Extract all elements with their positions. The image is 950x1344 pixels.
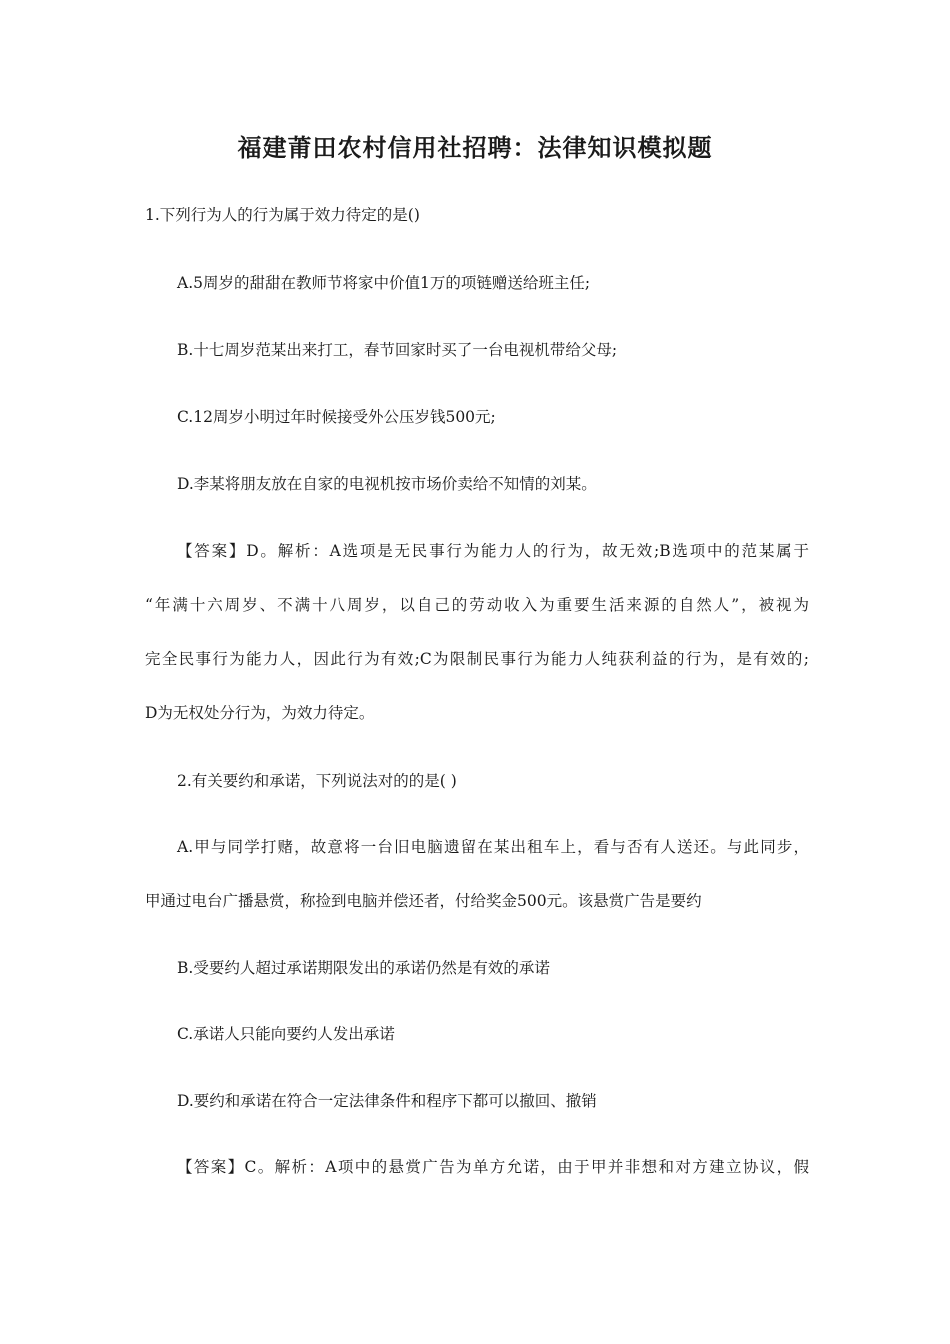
question-2-option-b: B.受要约人超过承诺期限发出的承诺仍然是有效的承诺 bbox=[177, 959, 550, 977]
question-1-answer-line-4: D为无权处分行为，为效力待定。 bbox=[145, 704, 375, 722]
question-2-option-d: D.要约和承诺在符合一定法律条件和程序下都可以撤回、撤销 bbox=[177, 1092, 597, 1110]
question-1-answer-line-3: 完全民事行为能力人，因此行为有效;C为限制民事行为能力人纯获利益的行为，是有效的; bbox=[145, 650, 809, 668]
question-1-stem: 1.下列行为人的行为属于效力待定的是() bbox=[145, 206, 420, 224]
question-1-option-b: B.十七周岁范某出来打工，春节回家时买了一台电视机带给父母; bbox=[177, 341, 618, 359]
question-2-option-a-line-1: A.甲与同学打赌，故意将一台旧电脑遗留在某出租车上，看与否有人送还。与此同步， bbox=[177, 838, 809, 856]
question-1-answer-line-2: “年满十六周岁、不满十八周岁，以自己的劳动收入为重要生活来源的自然人”，被视为 bbox=[145, 596, 809, 614]
question-1-option-d: D.李某将朋友放在自家的电视机按市场价卖给不知情的刘某。 bbox=[177, 475, 597, 493]
question-2-option-c: C.承诺人只能向要约人发出承诺 bbox=[177, 1025, 395, 1043]
document-title: 福建莆田农村信用社招聘：法律知识模拟题 bbox=[237, 134, 713, 162]
question-1-option-a: A.5周岁的甜甜在教师节将家中价值1万的项链赠送给班主任; bbox=[177, 274, 591, 292]
question-1-answer-line-1: 【答案】D。解析：A选项是无民事行为能力人的行为，故无效;B选项中的范某属于 bbox=[177, 542, 809, 560]
question-2-stem: 2.有关要约和承诺，下列说法对的的是( ) bbox=[177, 772, 457, 790]
question-1-option-c: C.12周岁小明过年时候接受外公压岁钱500元; bbox=[177, 408, 496, 426]
question-2-answer-line-1: 【答案】C。解析：A项中的悬赏广告为单方允诺，由于甲并非想和对方建立协议，假 bbox=[177, 1158, 809, 1176]
question-2-option-a-line-2: 甲通过电台广播悬赏，称捡到电脑并偿还者，付给奖金500元。该悬赏广告是要约 bbox=[145, 892, 702, 910]
